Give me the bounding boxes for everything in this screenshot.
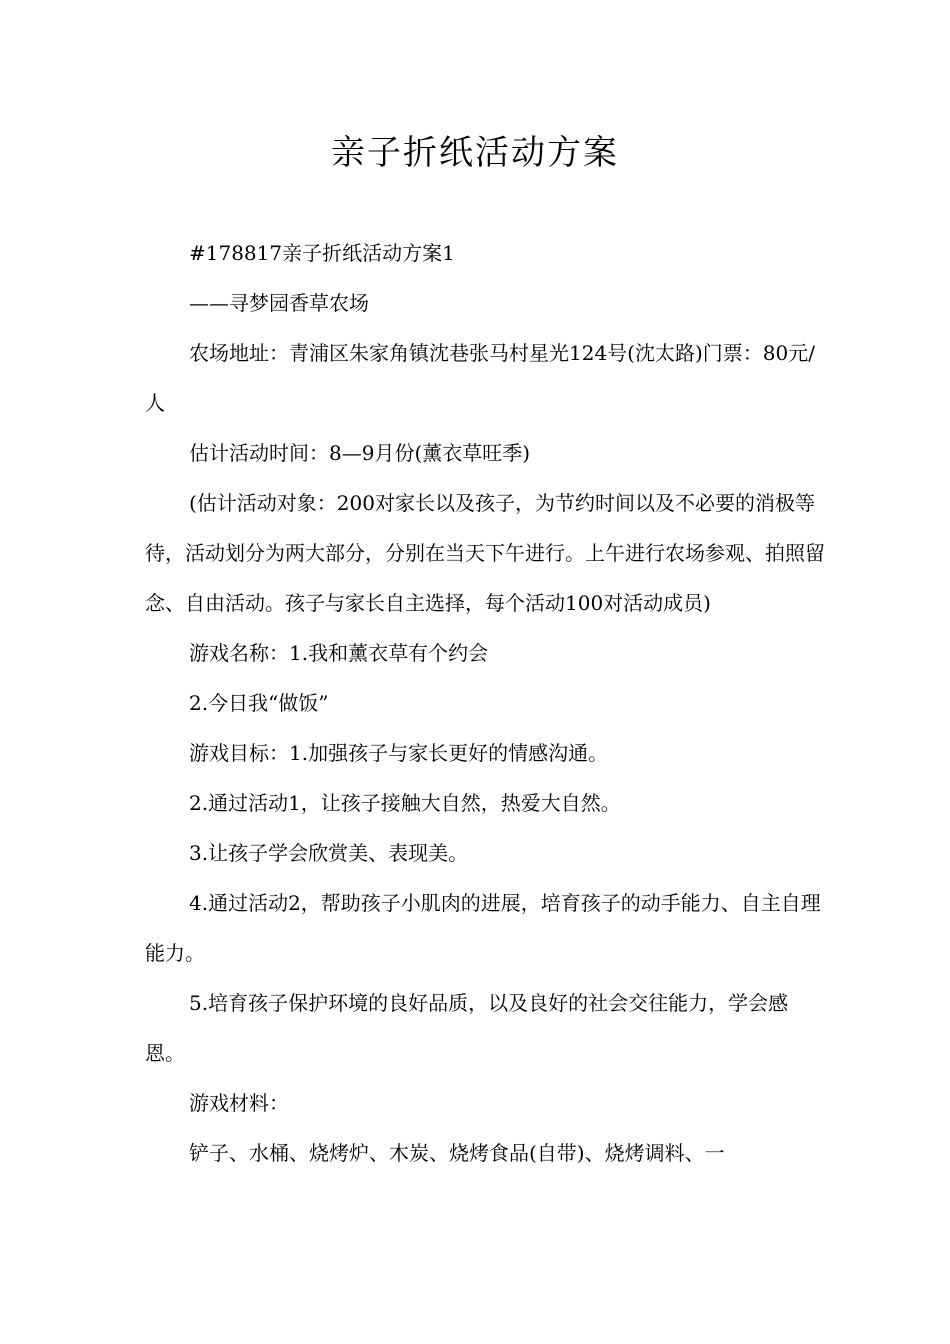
paragraph-goal-4: 4.通过活动2，帮助孩子小肌肉的进展，培育孩子的动手能力、自主自理能力。 bbox=[145, 891, 821, 965]
paragraph-goal-2: 2.通过活动1，让孩子接触大自然，热爱大自然。 bbox=[189, 791, 621, 815]
paragraph-game-name-2: 2.今日我“做饭” bbox=[189, 691, 329, 715]
paragraph-heading: #178817亲子折纸活动方案1 bbox=[189, 241, 455, 265]
paragraph-goal-1: 游戏目标：1.加强孩子与家长更好的情感沟通。 bbox=[189, 741, 609, 765]
paragraph-game-name: 游戏名称：1.我和薰衣草有个约会 bbox=[189, 641, 489, 665]
document-title: 亲子折纸活动方案 bbox=[331, 133, 619, 173]
paragraph-participants: (估计活动对象：200对家长以及孩子，为节约时间以及不必要的消极等待，活动划分为两大部分，分别在当天下午进行。上午进行农场参观、拍照留念、自由活动。孩子与家长自主选择，每个活动100对活动成员) bbox=[145, 491, 825, 615]
paragraph-goal-5: 5.培育孩子保护环境的良好品质，以及良好的社会交往能力，学会感恩。 bbox=[145, 991, 789, 1065]
paragraph-time: 估计活动时间：8—9月份(薰衣草旺季) bbox=[189, 441, 531, 465]
paragraph-goal-3: 3.让孩子学会欣赏美、表现美。 bbox=[189, 841, 469, 865]
document-body bbox=[145, 228, 825, 1178]
paragraph-farm-name: ——寻梦园香草农场 bbox=[189, 291, 369, 315]
paragraph-address: 农场地址：青浦区朱家角镇沈巷张马村星光124号(沈太路)门票：80元/人 bbox=[145, 341, 815, 415]
paragraph-materials-heading: 游戏材料： bbox=[189, 1091, 289, 1115]
paragraph-materials: 铲子、水桶、烧烤炉、木炭、烧烤食品(自带)、烧烤调料、一 bbox=[189, 1141, 725, 1165]
